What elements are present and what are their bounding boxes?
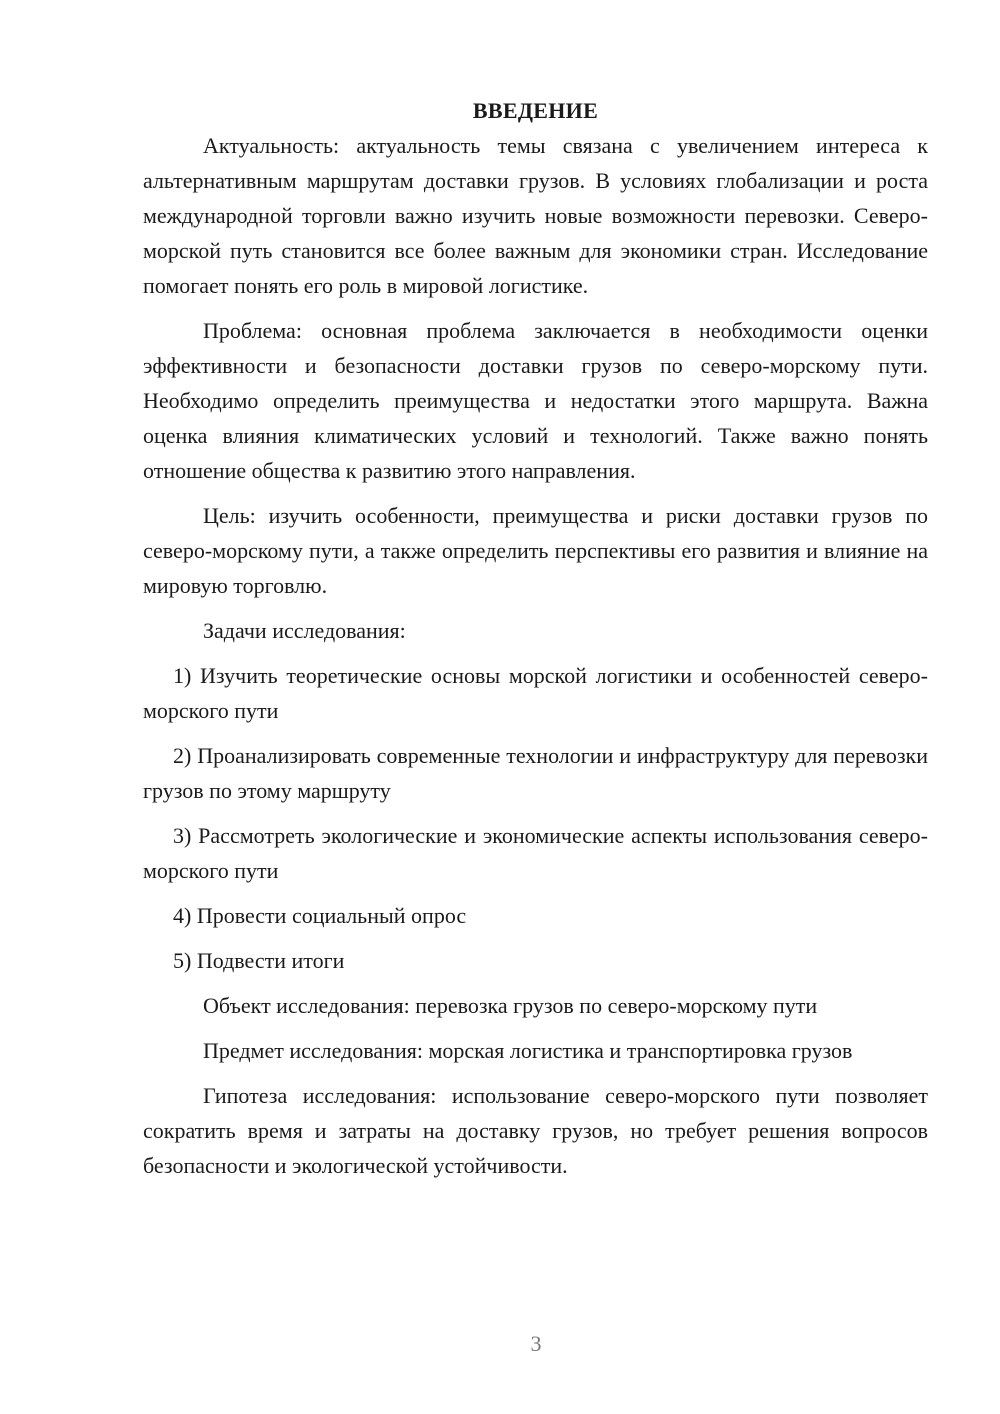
paragraph-object: Объект исследования: перевозка грузов по северо-морскому пути (203, 993, 818, 1018)
paragraph-hypothesis: Гипотеза исследования: использование северо-морского пути позволяет сократить время и затраты на доставку грузов, но требует решения вопросов безопасности и экологической устойчивости. (143, 1083, 928, 1178)
document-page (143, 93, 928, 1183)
paragraph-goal: Цель: изучить особенности, преимущества и риски доставки грузов по северо-морскому пути, а также определить перспективы его развития и влияние на мировую торговлю. (143, 503, 928, 598)
page-title: ВВЕДЕНИЕ (472, 98, 599, 123)
list-item-task-1: 1) Изучить теоретические основы морской логистики и особенностей северо-морского пути (143, 663, 928, 723)
page-number: 3 (530, 1331, 542, 1356)
paragraph-relevance: Актуальность: актуальность темы связана с увеличением интереса к альтернативным маршрутам доставки грузов. В условиях глобализации и роста международной торговли важно изучить новые возможности перевозки. Северо-морской путь становится все более важным для экономики стран. Исследование помогает понять его роль в мировой логистике. (143, 133, 928, 298)
list-item-task-3: 3) Рассмотреть экологические и экономические аспекты использования северо-морского пути (143, 823, 928, 883)
tasks-title: Задачи исследования: (203, 618, 406, 643)
paragraph-subject: Предмет исследования: морская логистика и транспортировка грузов (203, 1038, 853, 1063)
list-item-task-5: 5) Подвести итоги (173, 948, 345, 973)
paragraph-problem: Проблема: основная проблема заключается в необходимости оценки эффективности и безопасности доставки грузов по северо-морскому пути. Необходимо определить преимущества и недостатки этого маршрута. Важна оценка влияния климатических условий и технологий. Также важно понять отношение общества к развитию этого направления. (143, 318, 928, 483)
list-item-task-2: 2) Проанализировать современные технологии и инфраструктуру для перевозки грузов по этому маршруту (143, 743, 928, 803)
list-item-task-4: 4) Провести социальный опрос (173, 903, 467, 928)
